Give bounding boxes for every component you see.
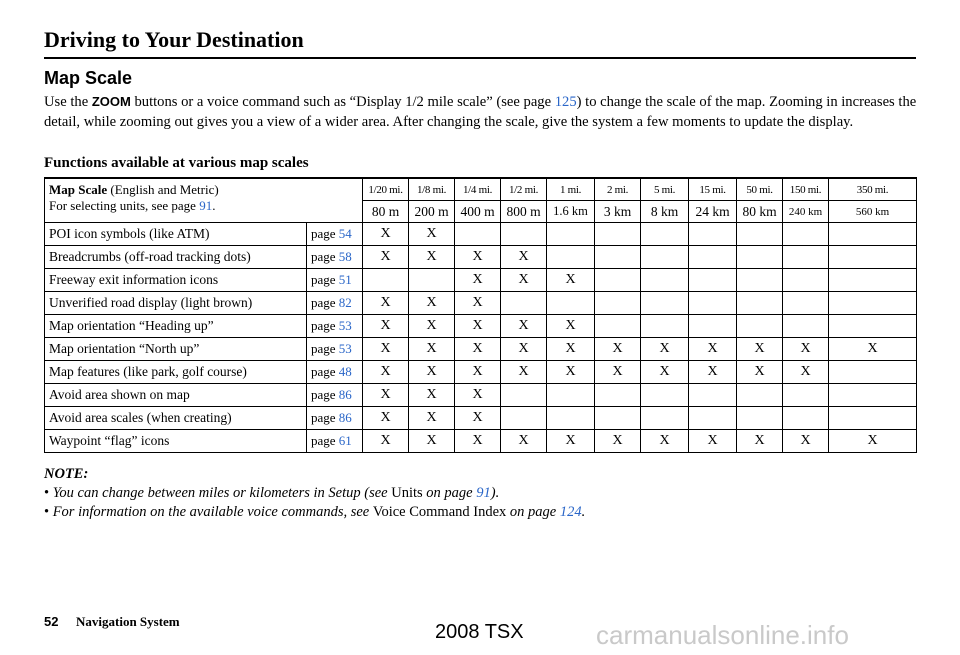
scale-availability-cell: X	[455, 384, 501, 407]
scale-availability-cell: X	[689, 430, 737, 453]
scale-mi-header: 1/8 mi.	[409, 178, 455, 201]
scale-km-header: 3 km	[595, 201, 641, 223]
scale-availability-cell	[737, 223, 783, 246]
page-prefix: page	[311, 410, 339, 425]
scale-mi-header: 150 mi.	[783, 178, 829, 201]
scale-availability-cell	[595, 292, 641, 315]
note-text: For information on the available voice commands, see	[52, 504, 373, 520]
scale-availability-cell	[737, 269, 783, 292]
feature-page-ref	[307, 315, 363, 338]
scale-availability-cell	[595, 315, 641, 338]
scale-availability-cell: X	[409, 338, 455, 361]
scale-availability-cell: X	[455, 338, 501, 361]
footer-label: Navigation System	[76, 614, 180, 629]
scale-availability-cell	[783, 269, 829, 292]
scale-availability-cell: X	[501, 338, 547, 361]
feature-name: Map orientation “North up”	[45, 338, 307, 361]
scale-availability-cell: X	[783, 338, 829, 361]
scale-availability-cell: X	[455, 361, 501, 384]
scale-km-header: 80 km	[737, 201, 783, 223]
table-row	[45, 430, 917, 453]
note-setting-name: Units	[391, 485, 423, 501]
table-row	[45, 246, 917, 269]
scale-mi-header: 2 mi.	[595, 178, 641, 201]
table-row	[45, 384, 917, 407]
scale-availability-cell: X	[641, 338, 689, 361]
scale-availability-cell: X	[455, 246, 501, 269]
scale-availability-cell	[783, 246, 829, 269]
table-header-cell	[45, 178, 363, 223]
feature-name: Avoid area shown on map	[45, 384, 307, 407]
page-prefix: page	[311, 295, 339, 310]
scale-availability-cell	[689, 384, 737, 407]
table-row	[45, 338, 917, 361]
feature-page-ref	[307, 338, 363, 361]
scale-availability-cell	[737, 315, 783, 338]
scale-availability-cell: X	[689, 338, 737, 361]
page-prefix: page	[311, 226, 339, 241]
scale-availability-cell	[595, 246, 641, 269]
feature-name: Breadcrumbs (off-road tracking dots)	[45, 246, 307, 269]
scale-availability-cell	[829, 246, 917, 269]
page-prefix: page	[311, 387, 339, 402]
scale-availability-cell	[595, 407, 641, 430]
scale-mi-header: 350 mi.	[829, 178, 917, 201]
scale-km-header: 800 m	[501, 201, 547, 223]
note-text: ).	[490, 485, 500, 501]
feature-name: Waypoint “flag” icons	[45, 430, 307, 453]
scale-availability-cell	[737, 292, 783, 315]
scale-availability-cell: X	[829, 338, 917, 361]
scale-availability-cell	[547, 292, 595, 315]
scale-km-header: 240 km	[783, 201, 829, 223]
scale-availability-cell	[829, 269, 917, 292]
scale-availability-cell: X	[641, 361, 689, 384]
scale-availability-cell	[783, 384, 829, 407]
page-prefix: page	[311, 272, 339, 287]
feature-name: Avoid area scales (when creating)	[45, 407, 307, 430]
scale-availability-cell: X	[595, 361, 641, 384]
table-row	[45, 269, 917, 292]
scale-availability-cell	[363, 269, 409, 292]
scale-mi-header: 50 mi.	[737, 178, 783, 201]
note-bullet: •	[44, 504, 50, 520]
scale-availability-cell	[829, 315, 917, 338]
table-heading: Functions available at various map scales	[44, 155, 309, 171]
scale-availability-cell	[783, 315, 829, 338]
scale-availability-cell	[641, 269, 689, 292]
scale-availability-cell: X	[829, 430, 917, 453]
scale-availability-cell	[641, 384, 689, 407]
intro-paragraph	[44, 92, 920, 132]
feature-page-link[interactable]: 86	[338, 410, 352, 425]
scale-availability-cell	[829, 407, 917, 430]
feature-page-link[interactable]: 61	[338, 433, 352, 448]
intro-text-3: ) to change the scale of the map. Zooming in increases the detail, while zooming out gives you a view of a wider area. After changing the scale, give the system a few moments to update the display.	[44, 94, 917, 130]
feature-page-link[interactable]: 86	[338, 387, 352, 402]
scale-availability-cell: X	[547, 338, 595, 361]
scale-mi-header: 1/20 mi.	[363, 178, 409, 201]
feature-name: Unverified road display (light brown)	[45, 292, 307, 315]
scale-availability-cell: X	[363, 223, 409, 246]
footer-page-number: 52	[44, 614, 59, 629]
scale-availability-cell	[829, 292, 917, 315]
scale-availability-cell	[783, 292, 829, 315]
note-text: on page	[422, 485, 477, 501]
scale-availability-cell: X	[547, 315, 595, 338]
page-prefix: page	[311, 433, 339, 448]
scale-availability-cell: X	[737, 338, 783, 361]
feature-page-ref	[307, 292, 363, 315]
scale-availability-cell: X	[409, 407, 455, 430]
scale-availability-cell	[689, 269, 737, 292]
page-prefix: page	[311, 249, 339, 264]
intro-text-2: buttons or a voice command such as “Display 1/2 mile scale” (see page	[130, 94, 555, 110]
scale-availability-cell: X	[363, 361, 409, 384]
feature-page-link[interactable]: 53	[338, 318, 352, 333]
header-map-scale-note: (English and Metric)	[107, 182, 219, 197]
scale-availability-cell	[595, 269, 641, 292]
feature-page-ref	[307, 246, 363, 269]
feature-page-ref	[307, 269, 363, 292]
feature-name: Freeway exit information icons	[45, 269, 307, 292]
scale-availability-cell	[547, 384, 595, 407]
note-text: .	[581, 504, 586, 520]
scale-km-header: 24 km	[689, 201, 737, 223]
scale-availability-cell	[595, 223, 641, 246]
scale-availability-cell: X	[409, 292, 455, 315]
scale-availability-cell	[547, 407, 595, 430]
scale-availability-cell	[829, 384, 917, 407]
scale-availability-cell	[547, 246, 595, 269]
scale-availability-cell: X	[455, 315, 501, 338]
scale-availability-cell: X	[689, 361, 737, 384]
scale-km-header: 80 m	[363, 201, 409, 223]
scale-availability-cell: X	[363, 430, 409, 453]
feature-page-ref	[307, 384, 363, 407]
scale-availability-cell	[689, 246, 737, 269]
scale-mi-header: 5 mi.	[641, 178, 689, 201]
scale-availability-cell	[641, 292, 689, 315]
map-scale-table	[44, 177, 917, 453]
feature-page-ref	[307, 223, 363, 246]
scale-availability-cell: X	[595, 430, 641, 453]
scale-availability-cell: X	[455, 407, 501, 430]
feature-page-link[interactable]: 51	[338, 272, 352, 287]
scale-availability-cell	[737, 246, 783, 269]
page-prefix: page	[311, 341, 339, 356]
table-row	[45, 315, 917, 338]
scale-availability-cell	[689, 407, 737, 430]
scale-availability-cell: X	[363, 384, 409, 407]
scale-availability-cell: X	[783, 430, 829, 453]
scale-availability-cell: X	[737, 430, 783, 453]
scale-availability-cell	[409, 269, 455, 292]
scale-availability-cell: X	[363, 338, 409, 361]
feature-page-link[interactable]: 53	[338, 341, 352, 356]
scale-availability-cell	[501, 384, 547, 407]
scale-availability-cell: X	[409, 223, 455, 246]
scale-mi-header: 1/2 mi.	[501, 178, 547, 201]
scale-availability-cell: X	[409, 384, 455, 407]
scale-mi-header: 1/4 mi.	[455, 178, 501, 201]
feature-name: POI icon symbols (like ATM)	[45, 223, 307, 246]
scale-availability-cell	[737, 384, 783, 407]
feature-name: Map features (like park, golf course)	[45, 361, 307, 384]
zoom-button-name: ZOOM	[91, 94, 131, 109]
scale-availability-cell: X	[409, 361, 455, 384]
scale-availability-cell: X	[455, 269, 501, 292]
scale-availability-cell	[783, 223, 829, 246]
table-row	[45, 292, 917, 315]
footer-model: 2008 TSX	[435, 621, 524, 643]
scale-availability-cell	[595, 384, 641, 407]
page-prefix: page	[311, 318, 339, 333]
note-item	[44, 504, 585, 521]
scale-availability-cell: X	[501, 430, 547, 453]
scale-availability-cell	[547, 223, 595, 246]
scale-availability-cell: X	[547, 269, 595, 292]
scale-km-header: 8 km	[641, 201, 689, 223]
section-title: Map Scale	[44, 68, 133, 88]
scale-availability-cell	[501, 407, 547, 430]
watermark: carmanualsonline.info	[596, 620, 849, 650]
table-row	[45, 407, 917, 430]
header-rule	[44, 57, 916, 59]
scale-availability-cell	[501, 292, 547, 315]
intro-text-1: Use the	[44, 94, 92, 110]
feature-name: Map orientation “Heading up”	[45, 315, 307, 338]
table-row	[45, 223, 917, 246]
scale-availability-cell	[455, 223, 501, 246]
scale-availability-cell	[737, 407, 783, 430]
scale-km-header: 1.6 km	[547, 201, 595, 223]
table-row	[45, 361, 917, 384]
scale-availability-cell	[829, 223, 917, 246]
scale-availability-cell: X	[641, 430, 689, 453]
scale-availability-cell: X	[737, 361, 783, 384]
scale-availability-cell: X	[501, 269, 547, 292]
note-page-link[interactable]: 91	[476, 485, 491, 501]
scale-availability-cell: X	[501, 361, 547, 384]
feature-page-link[interactable]: 48	[338, 364, 352, 379]
scale-availability-cell: X	[783, 361, 829, 384]
scale-availability-cell: X	[455, 430, 501, 453]
scale-km-header: 400 m	[455, 201, 501, 223]
note-section-name: Voice Command Index	[372, 504, 507, 520]
scale-availability-cell	[641, 315, 689, 338]
feature-page-ref	[307, 361, 363, 384]
feature-page-link[interactable]: 58	[338, 249, 352, 264]
note-text: You can change between miles or kilometers in Setup (see	[52, 485, 392, 501]
feature-page-ref	[307, 430, 363, 453]
scale-availability-cell	[641, 407, 689, 430]
scale-availability-cell: X	[455, 292, 501, 315]
scale-availability-cell: X	[363, 315, 409, 338]
scale-availability-cell: X	[595, 338, 641, 361]
scale-availability-cell	[501, 223, 547, 246]
scale-availability-cell	[689, 223, 737, 246]
scale-availability-cell	[641, 223, 689, 246]
scale-availability-cell: X	[363, 407, 409, 430]
scale-availability-cell: X	[547, 361, 595, 384]
feature-rows	[45, 223, 917, 453]
scale-km-header: 200 m	[409, 201, 455, 223]
scale-availability-cell: X	[409, 430, 455, 453]
scale-availability-cell	[783, 407, 829, 430]
note-item	[44, 485, 499, 502]
scale-mi-header: 1 mi.	[547, 178, 595, 201]
header-units-page-link[interactable]: 91	[199, 198, 213, 213]
note-page-link[interactable]: 124	[559, 504, 582, 520]
scale-availability-cell: X	[409, 246, 455, 269]
scale-availability-cell: X	[501, 246, 547, 269]
note-label: NOTE:	[44, 466, 89, 482]
feature-page-link[interactable]: 82	[338, 295, 352, 310]
scale-availability-cell	[689, 292, 737, 315]
header-map-scale: Map Scale	[49, 182, 108, 197]
note-bullet: •	[44, 485, 50, 501]
header-units-end: .	[212, 198, 216, 213]
scale-availability-cell	[641, 246, 689, 269]
scale-availability-cell: X	[501, 315, 547, 338]
scale-availability-cell: X	[363, 246, 409, 269]
scale-availability-cell: X	[409, 315, 455, 338]
scale-availability-cell	[689, 315, 737, 338]
header-units-text: For selecting units, see page	[49, 198, 200, 213]
note-text: on page	[506, 504, 560, 520]
scale-availability-cell: X	[547, 430, 595, 453]
scale-mi-header: 15 mi.	[689, 178, 737, 201]
scale-availability-cell: X	[363, 292, 409, 315]
feature-page-ref	[307, 407, 363, 430]
page-prefix: page	[311, 364, 339, 379]
page-title: Driving to Your Destination	[44, 27, 304, 52]
scale-availability-cell	[829, 361, 917, 384]
scale-km-header: 560 km	[829, 201, 917, 223]
intro-page-link[interactable]: 125	[554, 94, 577, 110]
feature-page-link[interactable]: 54	[338, 226, 352, 241]
